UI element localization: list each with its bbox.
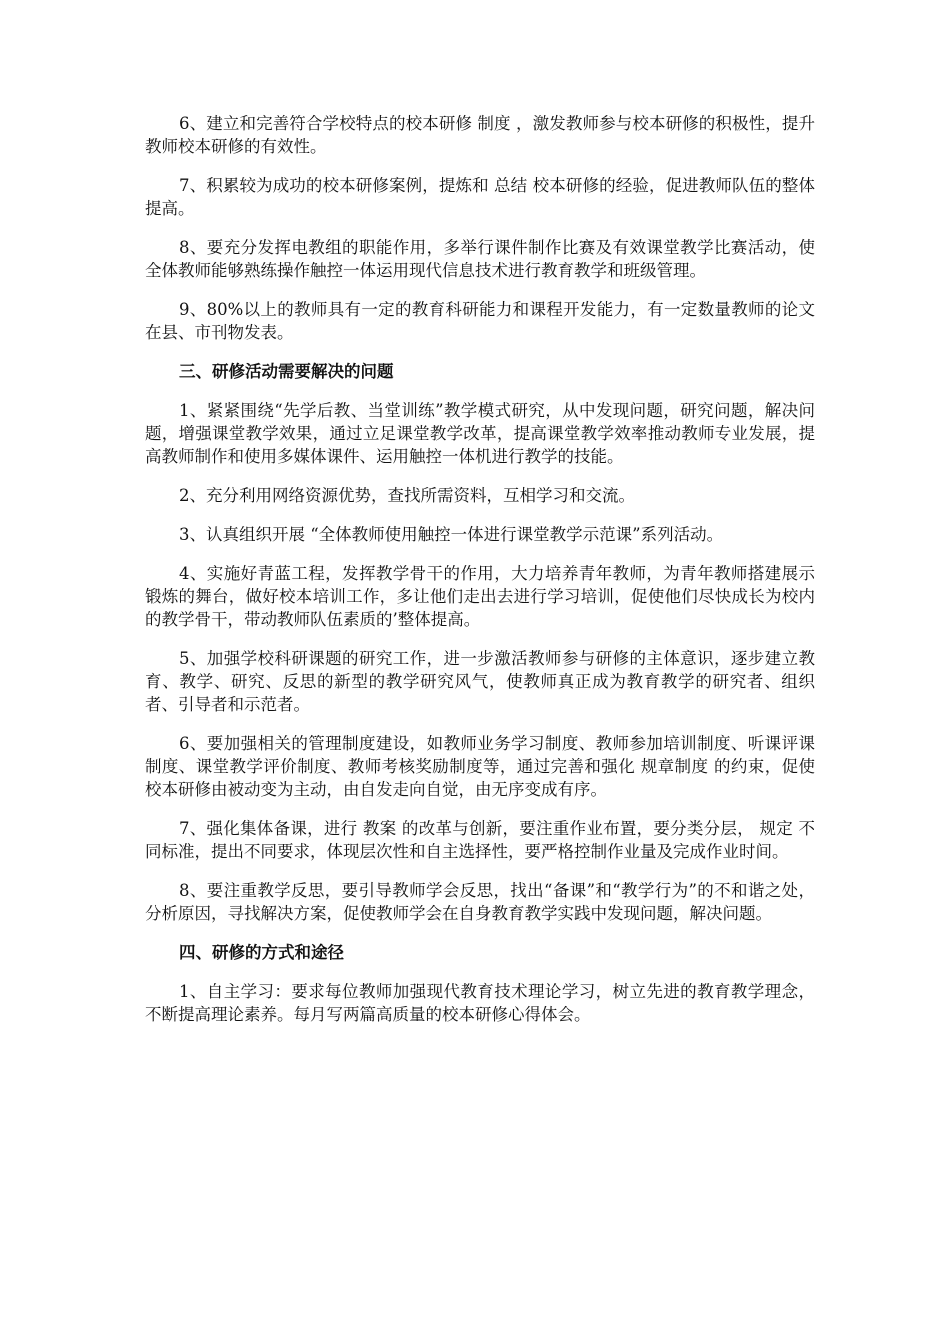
paragraph-goal-7: 7、积累较为成功的校本研修案例，提炼和 总结 校本研修的经验，促进教师队伍的整体提高。	[145, 176, 815, 218]
paragraph-problem-1: 1、紧紧围绕“先学后教、当堂训练”教学模式研究，从中发现问题，研究问题，解决问题，增强课堂教学效果，通过立足课堂教学改革，提高课堂教学效率推动教师专业发展，提高教师制作和使用多媒体课件、运用触控一体机进行教学的技能。	[145, 401, 815, 466]
paragraph-problem-4: 4、实施好青蓝工程，发挥教学骨干的作用，大力培养青年教师，为青年教师搭建展示锻炼的舞台，做好校本培训工作，多让他们走出去进行学习培训，促使他们尽快成长为校内的教学骨干，带动教师队伍素质的’整体提高。	[145, 564, 815, 629]
paragraph-problem-6: 6、要加强相关的管理制度建设，如教师业务学习制度、教师参加培训制度、听课评课制度、课堂教学评价制度、教师考核奖励制度等，通过完善和强化 规章制度 的约束，促使校本研修由被动变为主动，由自发走向自觉，由无序变成有序。	[145, 734, 815, 799]
paragraph-goal-6: 6、建立和完善符合学校特点的校本研修 制度 ，激发教师参与校本研修的积极性，提升教师校本研修的有效性。	[145, 114, 815, 156]
paragraph-problem-3: 3、认真组织开展 “全体教师使用触控一体进行课堂教学示范课”系列活动。	[179, 525, 724, 544]
paragraph-goal-9: 9、80%以上的教师具有一定的教育科研能力和课程开发能力，有一定数量教师的论文在县、市刊物发表。	[145, 300, 815, 342]
document-body	[145, 112, 815, 1042]
paragraph-problem-8: 8、要注重教学反思，要引导教师学会反思，找出“备课”和“教学行为”的不和谐之处，分析原因，寻找解决方案，促使教师学会在自身教育教学实践中发现问题，解决问题。	[145, 881, 815, 923]
paragraph-goal-8: 8、要充分发挥电教组的职能作用，多举行课件制作比赛及有效课堂教学比赛活动，使全体教师能够熟练操作触控一体运用现代信息技术进行教育教学和班级管理。	[145, 238, 815, 280]
paragraph-problem-5: 5、加强学校科研课题的研究工作，进一步激活教师参与研修的主体意识，逐步建立教育、教学、研究、反思的新型的教学研究风气，使教师真正成为教育教学的研究者、组织者、引导者和示范者。	[145, 649, 815, 714]
section-heading-problems: 三、研修活动需要解决的问题	[179, 362, 394, 381]
paragraph-method-1: 1、自主学习：要求每位教师加强现代教育技术理论学习，树立先进的教育教学理念，不断提高理论素养。每月写两篇高质量的校本研修心得体会。	[145, 982, 815, 1024]
paragraph-problem-7: 7、强化集体备课，进行 教案 的改革与创新，要注重作业布置，要分类分层， 规定 不同标准，提出不同要求，体现层次性和自主选择性，要严格控制作业量及完成作业时间。	[145, 819, 815, 861]
paragraph-problem-2: 2、充分利用网络资源优势，查找所需资料，互相学习和交流。	[179, 486, 635, 505]
section-heading-methods: 四、研修的方式和途径	[179, 943, 344, 962]
